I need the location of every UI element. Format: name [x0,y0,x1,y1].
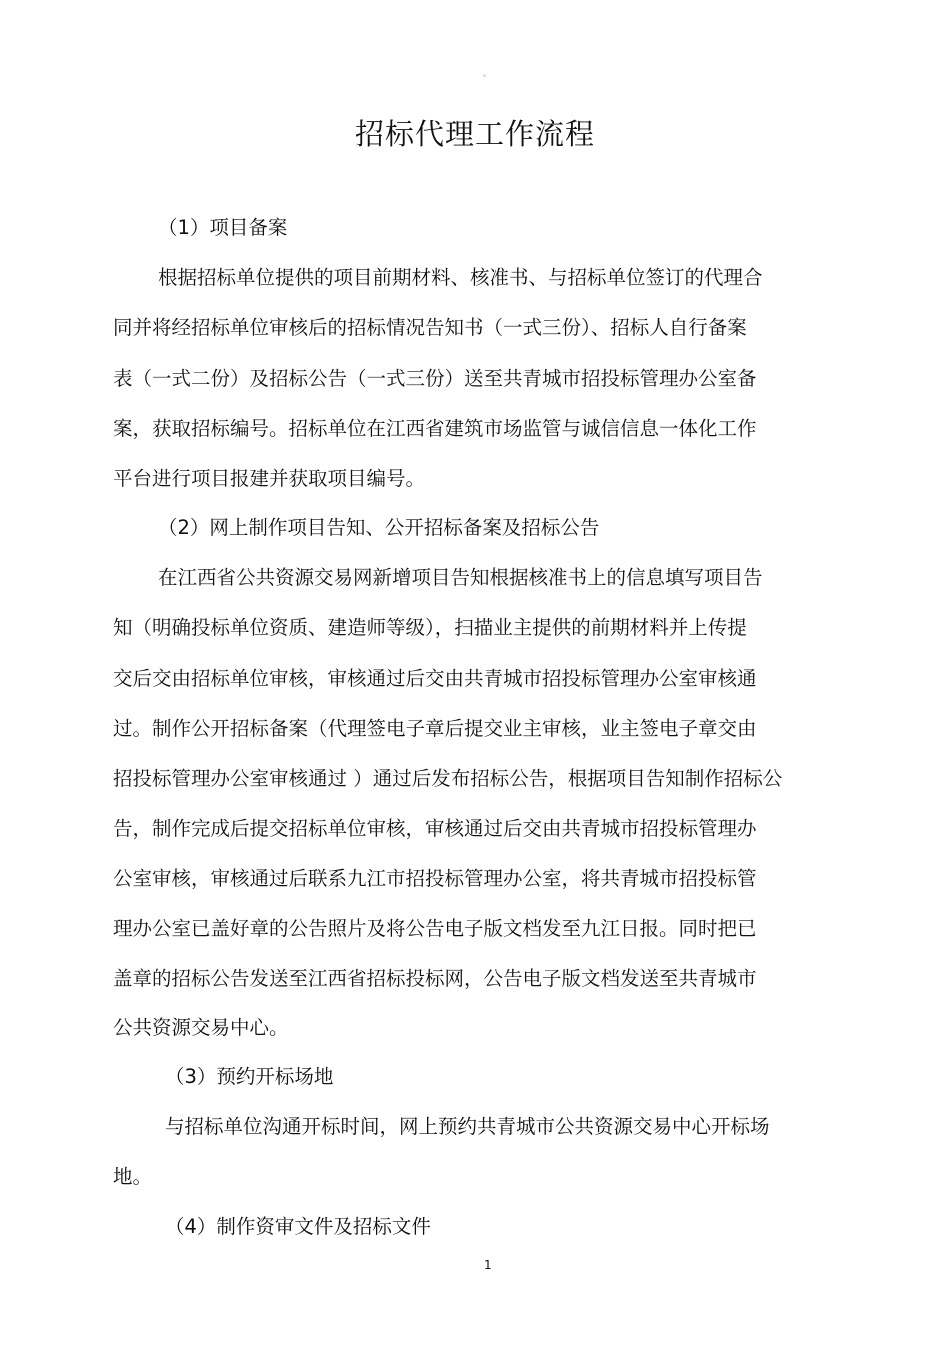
document-title: 招标代理工作流程 [354,117,595,151]
section-2-line-7: 公室审核，审核通过后联系九江市招投标管理办公室，将共青城市招投标管 [113,867,757,890]
section-2-line-3: 交后交由招标单位审核，审核通过后交由共青城市招投标管理办公室审核通 [113,667,757,690]
section-3-heading: （3）预约开标场地 [165,1065,334,1088]
top-mark: 。 [483,69,491,78]
section-2-line-5: 招投标管理办公室审核通过 ）通过后发布招标公告，根据项目告知制作招标公 [113,767,783,790]
section-4-heading: （4）制作资审文件及招标文件 [165,1215,431,1238]
section-2-line-1: 在江西省公共资源交易网新增项目告知根据核准书上的信息填写项目告 [158,566,763,589]
section-1-line-2: 同并将经招标单位审核后的招标情况告知书（一式三份）、招标人自行备案 [113,316,747,339]
section-2-line-4: 过。制作公开招标备案（代理签电子章后提交业主审核，业主签电子章交由 [113,717,757,740]
section-3-line-2: 地。 [113,1165,153,1188]
section-2-heading: （2）网上制作项目告知、公开招标备案及招标公告 [158,516,600,539]
section-2-line-2: 知（明确投标单位资质、建造师等级），扫描业主提供的前期材料并上传提 [113,616,747,639]
page-number: 1 [484,1258,492,1272]
section-2-line-6: 告，制作完成后提交招标单位审核，审核通过后交由共青城市招投标管理办 [113,817,757,840]
section-3-line-1: 与招标单位沟通开标时间，网上预约共青城市公共资源交易中心开标场 [165,1115,770,1138]
section-2-line-8: 理办公室已盖好章的公告照片及将公告电子版文档发至九江日报。同时把已 [113,917,757,940]
section-1-line-5: 平台进行项目报建并获取项目编号。 [113,467,426,490]
section-1-line-4: 案，获取招标编号。招标单位在江西省建筑市场监管与诚信信息一体化工作 [113,417,757,440]
section-2-line-10: 公共资源交易中心。 [113,1016,289,1039]
section-1-line-3: 表（一式二份）及招标公告（一式三份）送至共青城市招投标管理办公室备 [113,367,757,390]
section-1-line-1: 根据招标单位提供的项目前期材料、核准书、与招标单位签订的代理合 [158,266,763,289]
section-2-line-9: 盖章的招标公告发送至江西省招标投标网，公告电子版文档发送至共青城市 [113,967,757,990]
section-1-heading: （1）项目备案 [158,216,288,239]
